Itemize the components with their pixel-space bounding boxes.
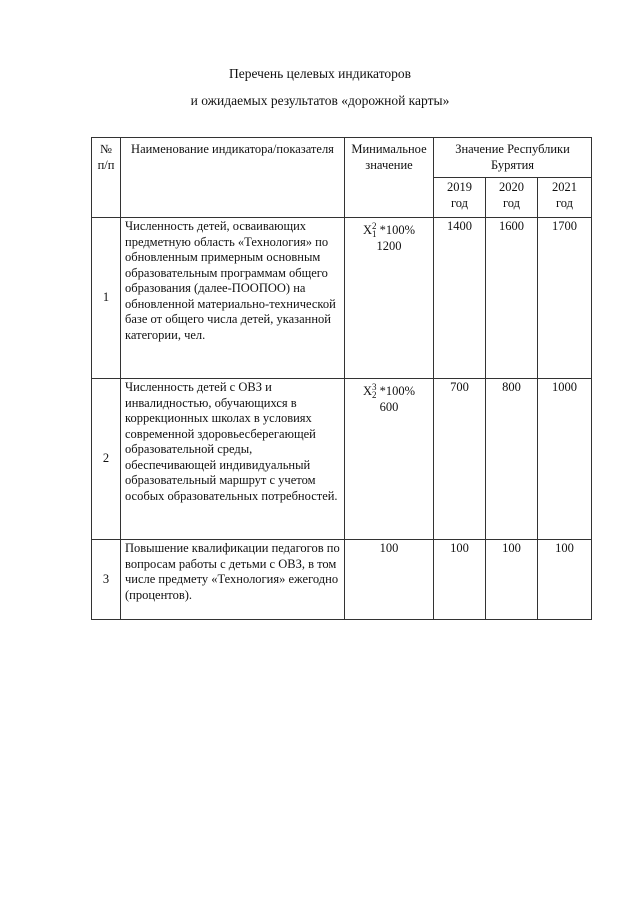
row-value-2020: 1600	[486, 218, 538, 379]
row-value-2019: 100	[434, 540, 486, 620]
row-indicator-name: Численность детей, осваивающих предметную область «Технология» по обновленным примерным основным образовательным программам общего образования (далее-ПООПОО) на обновленной материально-технической базе от общего числа детей, указанной категории, чел.	[121, 218, 345, 379]
indicators-table	[91, 137, 592, 620]
row-value-2021: 1700	[538, 218, 592, 379]
formula-sup: 3	[371, 382, 377, 392]
header-republic: Значение Республики Бурятия	[434, 138, 592, 178]
header-num: № п/п	[92, 138, 121, 218]
header-year-2019: 2019 год	[434, 178, 486, 218]
row-value-2019: 1400	[434, 218, 486, 379]
formula-rest: *100%	[376, 384, 416, 399]
row-value-2021: 100	[538, 540, 592, 620]
document-title	[0, 60, 640, 114]
formula-base: X	[362, 384, 372, 399]
row-min-formula	[345, 218, 434, 379]
formula-denominator: 600	[379, 399, 399, 414]
table-header-row	[92, 138, 592, 178]
row-num: 1	[92, 218, 121, 379]
formula-rest: *100%	[376, 223, 416, 238]
formula-denominator: 1200	[376, 238, 402, 253]
row-value-2019: 700	[434, 379, 486, 540]
row-value-2020: 100	[486, 540, 538, 620]
row-value-2021: 1000	[538, 379, 592, 540]
row-indicator-name: Численность детей с ОВЗ и инвалидностью, обучающихся в коррекционных школах в условиях современной здоровьесберегающей образовательной среды, обеспечивающей индивидуальный образовательный маршрут с учетом особых образовательных потребностей.	[121, 379, 345, 540]
formula-sub: 2	[371, 390, 377, 400]
row-num: 2	[92, 379, 121, 540]
row-indicator-name: Повышение квалификации педагогов по вопросам работы с детьми с ОВЗ, в том числе предмету «Технология» ежегодно (процентов).	[121, 540, 345, 620]
header-min: Минимальное значение	[345, 138, 434, 218]
table-row	[92, 540, 592, 620]
formula-sub: 1	[371, 229, 377, 239]
title-line-1: Перечень целевых индикаторов	[228, 66, 412, 81]
table-row	[92, 379, 592, 540]
header-name: Наименование индикатора/показателя	[121, 138, 345, 218]
row-min-formula	[345, 379, 434, 540]
formula-sup: 2	[371, 221, 377, 231]
formula-base: X	[362, 223, 372, 238]
row-value-2020: 800	[486, 379, 538, 540]
row-num: 3	[92, 540, 121, 620]
header-year-2020: 2020 год	[486, 178, 538, 218]
row-min-value: 100	[345, 540, 434, 620]
header-year-2021: 2021 год	[538, 178, 592, 218]
table-row	[92, 218, 592, 379]
title-line-2: и ожидаемых результатов «дорожной карты»	[190, 93, 450, 108]
